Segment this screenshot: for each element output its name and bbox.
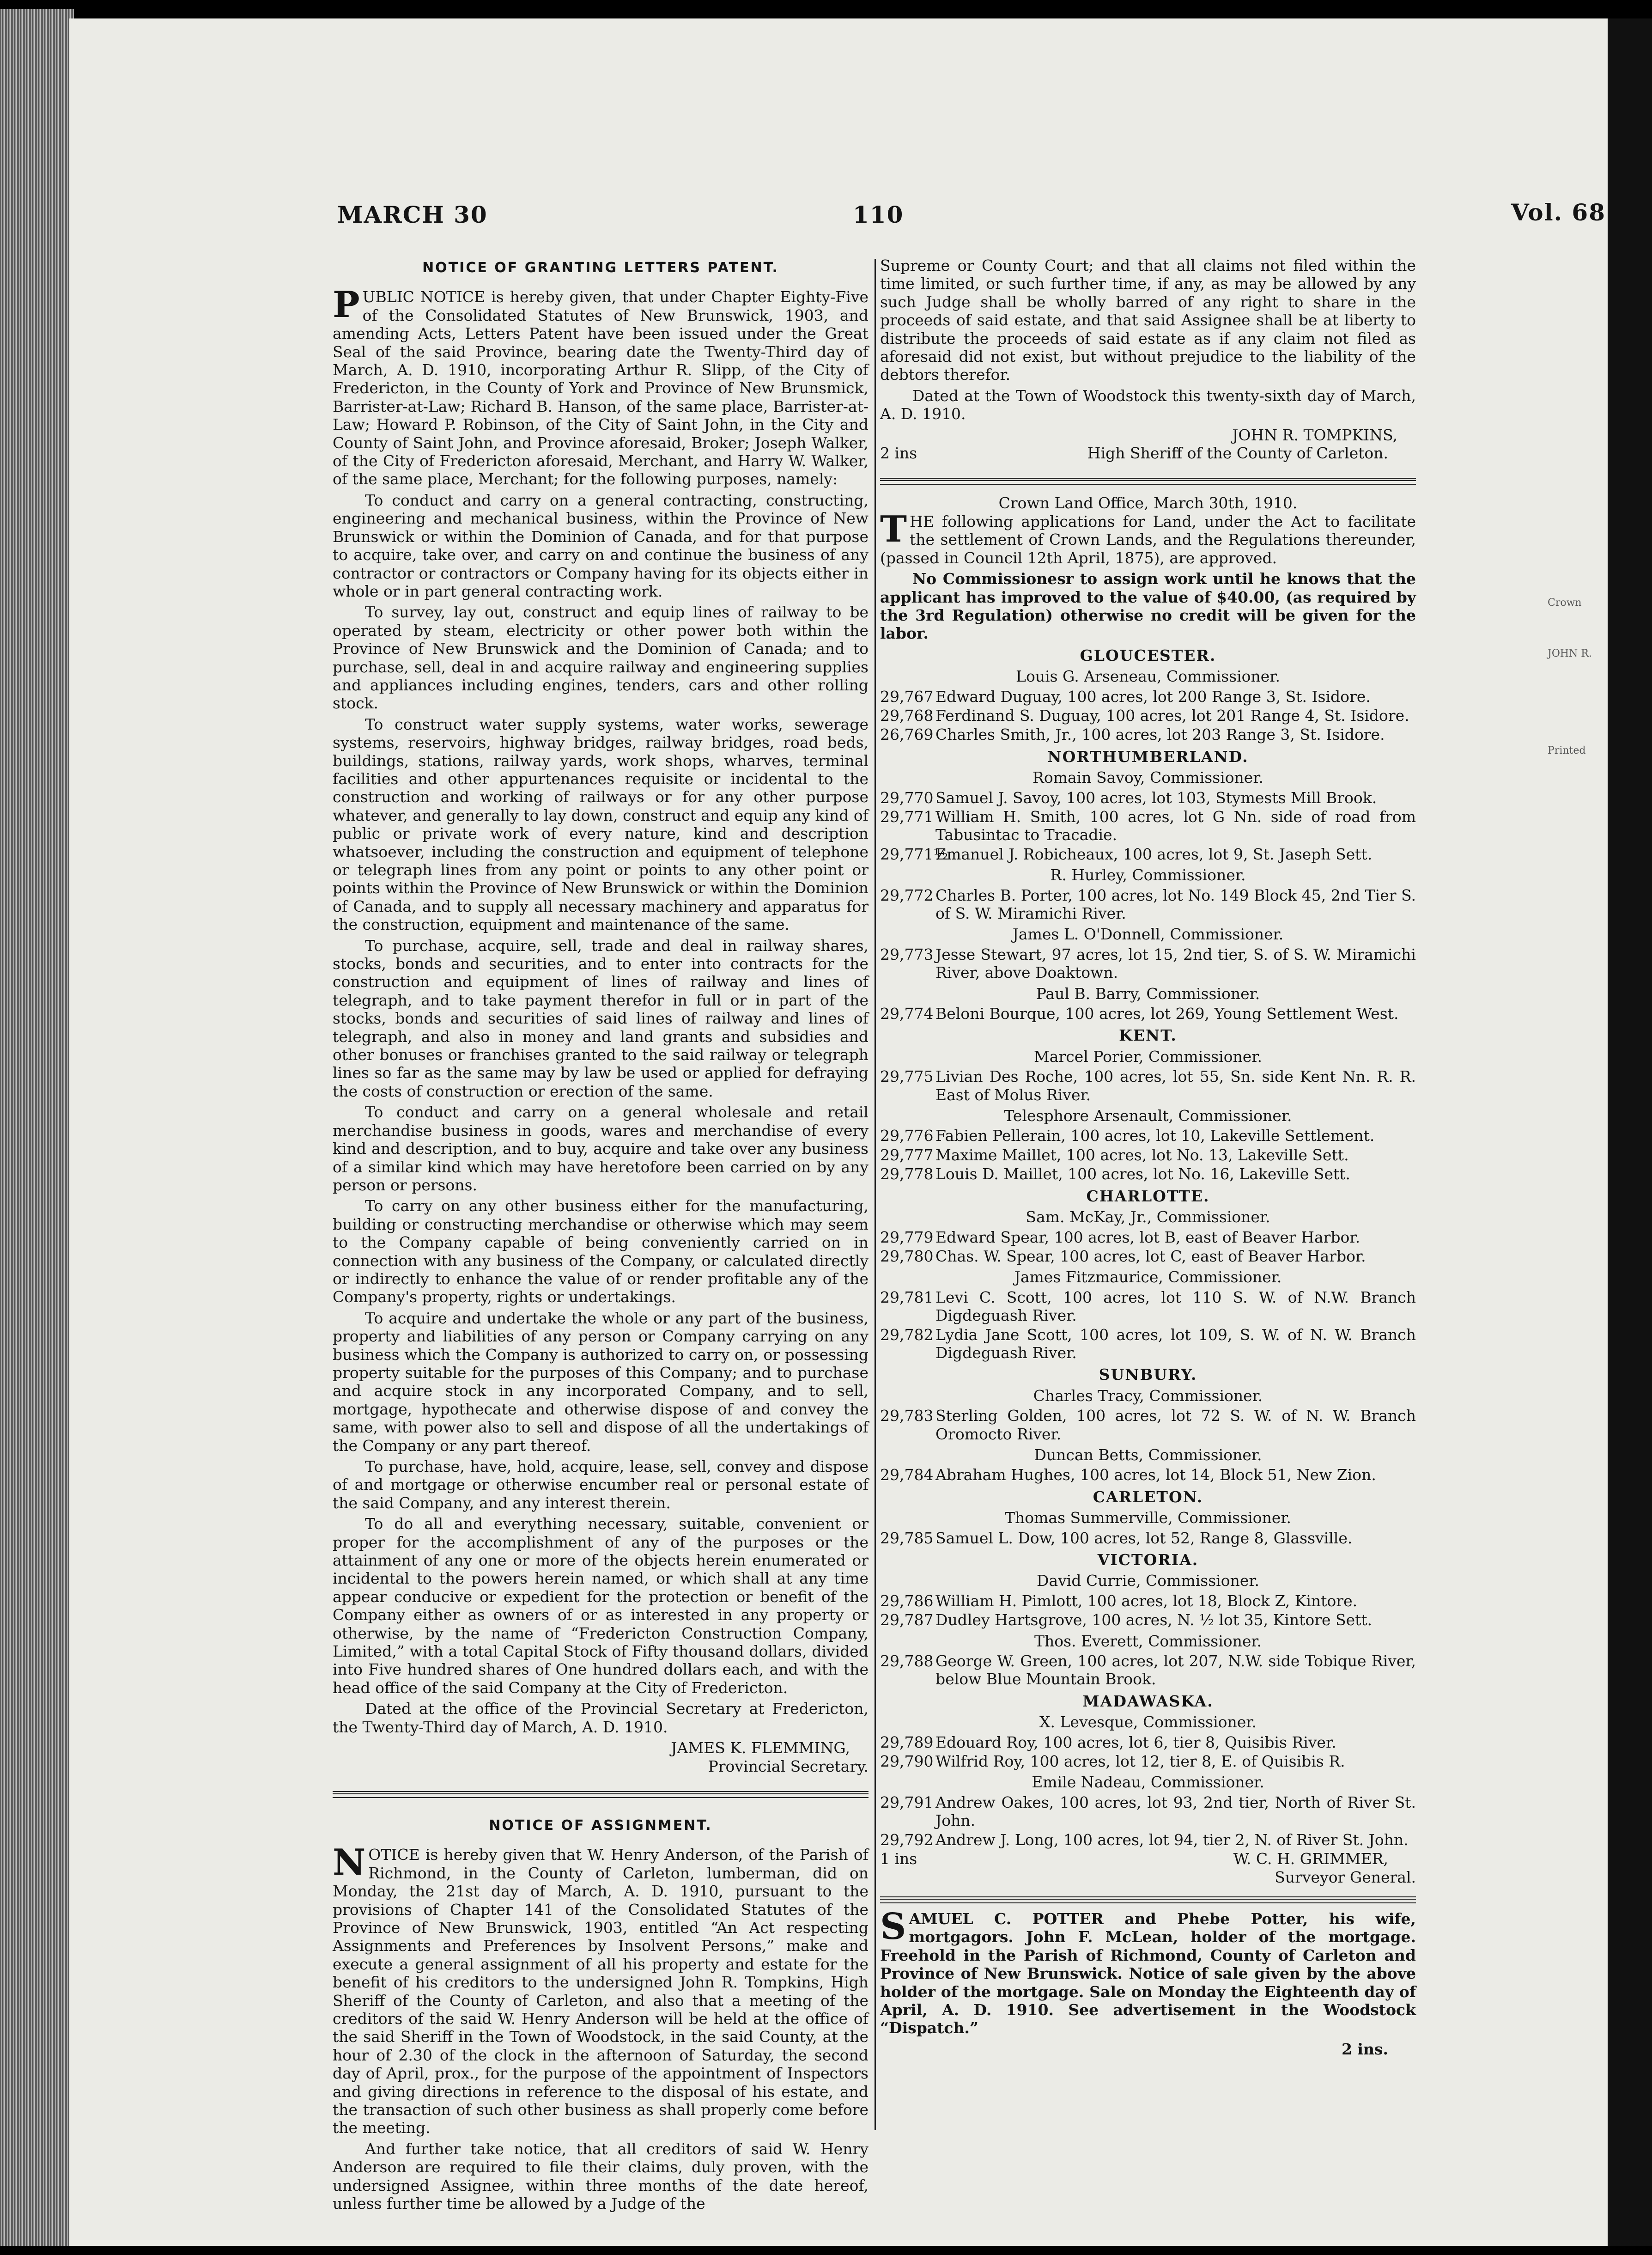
purpose-paragraph: To construct water supply systems, water works, sewerage systems, reservoirs, highway bridges, railway bridges, road beds, buildings, stations, railway yards, work shops, wharves, terminal facilities and other appurtenances requisite or incidental to the construction and working of railways or for any other purpose whatever, and generally to lay down, construct and equip any kind of public or private work of every nature, kind and description whatsoever, including the construction and equipment of telephone or telegraph lines from any point or points to any other point or points within the Province of New Brunswick or within the Dominion of Canada, and to supply all necessary machinery and apparatus for the construction, equipment and maintenance of the same. bbox=[333, 715, 869, 934]
entry-text: Lydia Jane Scott, 100 acres, lot 109, S. W. of N. W. Branch Digdeguash River. bbox=[935, 1325, 1416, 1362]
land-entry bbox=[880, 845, 1416, 863]
entry-number: 29,767 bbox=[880, 687, 934, 706]
land-entry bbox=[880, 1146, 1416, 1164]
entry-number: 29,791 bbox=[880, 1793, 934, 1811]
entry-text: William H. Smith, 100 acres, lot G Nn. side of road from Tabusintac to Tracadie. bbox=[935, 807, 1416, 844]
land-entry bbox=[880, 1407, 1416, 1443]
land-entry bbox=[880, 1652, 1416, 1688]
land-entry bbox=[880, 1228, 1416, 1246]
crown-office-date: Crown Land Office, March 30th, 1910. bbox=[998, 494, 1298, 512]
commissioner: X. Levesque, Commissioner. bbox=[1039, 1713, 1257, 1731]
entry-number: 29,789 bbox=[880, 1733, 934, 1751]
commissioner: James L. O'Donnell, Commissioner. bbox=[1012, 925, 1284, 944]
entry-text: Livian Des Roche, 100 acres, lot 55, Sn. side Kent Nn. R. R. East of Molus River. bbox=[935, 1067, 1416, 1104]
entry-text: Samuel L. Dow, 100 acres, lot 52, Range 8, Glassville. bbox=[935, 1529, 1353, 1547]
land-entry bbox=[880, 725, 1416, 744]
entry-number: 29,773 bbox=[880, 945, 934, 963]
entry-number: 29,775 bbox=[880, 1067, 934, 1086]
purpose-paragraph: To purchase, have, hold, acquire, lease, sell, convey and dispose of and mortgage or otherwise encumber real or personal estate of the said Company, and any interest therein. bbox=[333, 1457, 869, 1512]
land-entry bbox=[880, 707, 1416, 725]
entry-text: George W. Green, 100 acres, lot 207, N.W. side Tobique River, below Blue Mountain Brook. bbox=[935, 1652, 1416, 1688]
land-entry bbox=[880, 1793, 1416, 1830]
land-entry bbox=[880, 1466, 1416, 1484]
scan-margin bbox=[1608, 18, 1652, 2246]
fragment: Crown bbox=[1548, 597, 1582, 609]
patent-intro bbox=[333, 284, 869, 488]
entry-text: Jesse Stewart, 97 acres, lot 15, 2nd tier, S. of S. W. Miramichi River, above Doaktown. bbox=[935, 945, 1416, 982]
paragraph-text: HE following applications for Land, under the Act to facilitate the settlement of Crown Lands, and the Regulations thereunder, (passed in Council 12th April, 1875), are approved. bbox=[880, 512, 1416, 567]
assignment-title: NOTICE OF ASSIGNMENT. bbox=[489, 1817, 712, 1834]
land-entry bbox=[880, 1592, 1416, 1610]
county-heading: NORTHUMBERLAND. bbox=[1047, 747, 1249, 766]
entry-number: 29,786 bbox=[880, 1591, 934, 1610]
entry-text: Edward Duguay, 100 acres, lot 200 Range 3, St. Isidore. bbox=[935, 687, 1371, 706]
county-heading: CARLETON. bbox=[1093, 1487, 1203, 1506]
purpose-paragraph: To acquire and undertake the whole or any part of the business, property and liabilities of any person or Company carrying on any business which the Company is authorized to carry on, or possessing property suitable for the purposes of this Company; and to purchase and acquire stock in any incorporated Company, and to sell, mortgage, hypothecate and otherwise dispose of and convey the same, with power also to sell and dispose of all the undertakings of the Company or any part thereof. bbox=[333, 1309, 869, 1455]
purpose-paragraph: To conduct and carry on a general wholesale and retail merchandise business in goods, wares and merchandise of every kind and description, and to buy, acquire and take over any business of a similar kind which may have heretofore been carried on by any person or persons. bbox=[333, 1103, 869, 1194]
bleed-through-fragments bbox=[1548, 596, 1592, 758]
entry-text: William H. Pimlott, 100 acres, lot 18, Block Z, Kintore. bbox=[935, 1591, 1358, 1610]
entry-number: 29,784 bbox=[880, 1466, 934, 1484]
page-header bbox=[268, 171, 1606, 228]
land-entry bbox=[880, 1247, 1416, 1265]
entry-number: 29,785 bbox=[880, 1529, 934, 1547]
fragment: Printed bbox=[1548, 745, 1586, 756]
commissioner: Emile Nadeau, Commissioner. bbox=[1032, 1773, 1264, 1792]
entry-text: Sterling Golden, 100 acres, lot 72 S. W. of N. W. Branch Oromocto River. bbox=[935, 1407, 1416, 1443]
entry-number: 29,768 bbox=[880, 706, 934, 725]
land-entry bbox=[880, 1611, 1416, 1629]
paragraph-text: OTICE is hereby given that W. Henry Anderson, of the Parish of Richmond, in the County of Carleton, lumberman, did on Monday, the 21st day of March, A. D. 1910, pursuant to the provisions of Chapter 141 of the Consolidated Statutes of the Province of New Brunswick, 1903, entitled “An Act respecting Assignments and Preferences by Insolvent Persons,” make and execute a general assignment of all his property and estate for the benefit of his creditors to the undersigned John R. Tompkins, High Sheriff of the County of Carleton, and also that a meeting of the creditors of the said W. Henry Anderson will be held at the office of the said Sheriff in the Town of Woodstock, in the said County, at the hour of 2.30 of the clock in the afternoon of Saturday, the second day of April, prox., for the purpose of the appointment of Inspectors and giving directions in reference to the disposal of his estate, and the transaction of such other business as shall properly come before the meeting. bbox=[333, 1846, 869, 2137]
sheriff-name: JOHN R. TOMPKINS, bbox=[1232, 426, 1397, 444]
assignment-dated: Dated at the Town of Woodstock this twenty-sixth day of March, A. D. 1910. bbox=[880, 386, 1416, 423]
issue-date: MARCH 30 bbox=[337, 201, 488, 228]
commissioner: Louis G. Arseneau, Commissioner. bbox=[1016, 667, 1280, 686]
county-heading: KENT. bbox=[1119, 1026, 1177, 1045]
section-rule bbox=[333, 1791, 869, 1798]
entry-text: Fabien Pellerain, 100 acres, lot 10, Lakeville Settlement. bbox=[935, 1127, 1375, 1145]
commissioner: Charles Tracy, Commissioner. bbox=[1033, 1386, 1263, 1405]
book-page-edges bbox=[0, 9, 74, 2246]
mortgage-notice bbox=[880, 1905, 1416, 2037]
entry-number: 29,778 bbox=[880, 1165, 934, 1183]
volume-number: Vol. 68 bbox=[1511, 199, 1606, 226]
commissioner: Sam. McKay, Jr., Commissioner. bbox=[1026, 1208, 1270, 1226]
land-entry bbox=[880, 1005, 1416, 1023]
commissioner: Marcel Porier, Commissioner. bbox=[1034, 1047, 1262, 1066]
entry-number: 29,787 bbox=[880, 1611, 934, 1629]
insertion-count: 2 ins. bbox=[1341, 2040, 1388, 2058]
commissioner: Telesphore Arsenault, Commissioner. bbox=[1004, 1107, 1292, 1125]
entry-text: Ferdinand S. Duguay, 100 acres, lot 201 Range 4, St. Isidore. bbox=[935, 706, 1409, 725]
entry-text: Emanuel J. Robicheaux, 100 acres, lot 9, St. Jaseph Sett. bbox=[935, 845, 1373, 863]
land-entry bbox=[880, 886, 1416, 923]
surveyor-line bbox=[880, 1850, 1416, 1868]
commissioner: Paul B. Barry, Commissioner. bbox=[1036, 984, 1260, 1003]
fragment: JOHN R. bbox=[1548, 648, 1592, 659]
entry-text: Abraham Hughes, 100 acres, lot 14, Block 51, New Zion. bbox=[935, 1466, 1376, 1484]
entry-text: Wilfrid Roy, 100 acres, lot 12, tier 8, E. of Quisibis R. bbox=[935, 1752, 1345, 1771]
signer-name: JAMES K. FLEMMING, bbox=[671, 1739, 850, 1757]
entry-number: 26,769 bbox=[880, 725, 934, 744]
commissioner: Duncan Betts, Commissioner. bbox=[1034, 1445, 1262, 1464]
dated-line: Dated at the office of the Provincial Secretary at Fredericton, the Twenty-Third day of March, A. D. 1910. bbox=[333, 1700, 869, 1736]
entry-number: 29,780 bbox=[880, 1247, 934, 1265]
entry-text: Edouard Roy, 100 acres, lot 6, tier 8, Quisibis River. bbox=[935, 1733, 1336, 1751]
land-entry bbox=[880, 1288, 1416, 1325]
county-heading: GLOUCESTER. bbox=[1080, 646, 1216, 664]
land-entry bbox=[880, 688, 1416, 706]
entry-text: Maxime Maillet, 100 acres, lot No. 13, Lakeville Sett. bbox=[935, 1146, 1349, 1164]
entry-text: Louis D. Maillet, 100 acres, lot No. 16, Lakeville Sett. bbox=[935, 1165, 1350, 1183]
purpose-paragraph: To do all and everything necessary, suitable, convenient or proper for the accomplishment of any of the purposes or the attainment of any one or more of the objects herein enumerated or incidental to the powers herein named, or which shall at any time appear conducive or expedient for the protection or benefit of the Company either as owners of or as interested in any property or otherwise, by the name of “Fredericton Construction Company, Limited,” with a total Capital Stock of Fifty thousand dollars, divided into Five hundred shares of One hundred dollars each, and with the head office of the said Company at the City of Fredericton. bbox=[333, 1515, 869, 1697]
entry-number: 29,771½ bbox=[880, 845, 948, 863]
entry-text: Dudley Hartsgrove, 100 acres, N. ½ lot 35, Kintore Sett. bbox=[935, 1611, 1373, 1629]
purpose-paragraph: To conduct and carry on a general contracting, constructing, engineering and mechanical business, within the Province of New Brunswick or within the Dominion of Canada, and for that purpose to acquire, take over, and carry on and continue the business of any contractor or contractors or Company having for its objects either in whole or in part general contracting work. bbox=[333, 491, 869, 600]
entry-number: 29,788 bbox=[880, 1652, 934, 1670]
section-rule bbox=[880, 478, 1416, 485]
commissioner: Thomas Summerville, Commissioner. bbox=[1004, 1509, 1292, 1527]
column-divider bbox=[875, 259, 876, 2130]
assignment-paragraph: And further take notice, that all creditors of said W. Henry Anderson are required to file their claims, duly proven, with the undersigned Assignee, within three months of the date hereof, unless further time be allowed by a Judge of the bbox=[333, 2139, 869, 2213]
land-entry bbox=[880, 1752, 1416, 1770]
insertion-count: 1 ins bbox=[880, 1850, 917, 1868]
surveyor-name: W. C. H. GRIMMER, bbox=[1233, 1850, 1388, 1868]
entry-number: 29,770 bbox=[880, 788, 934, 807]
entry-number: 29,781 bbox=[880, 1288, 934, 1306]
entry-number: 29,792 bbox=[880, 1830, 934, 1849]
land-entry bbox=[880, 808, 1416, 844]
entry-text: Andrew J. Long, 100 acres, lot 94, tier 2, N. of River St. John. bbox=[935, 1830, 1409, 1849]
entry-text: Charles Smith, Jr., 100 acres, lot 203 Range 3, St. Isidore. bbox=[935, 725, 1385, 744]
land-entry bbox=[880, 945, 1416, 982]
land-entry bbox=[880, 1529, 1416, 1547]
entry-text: Edward Spear, 100 acres, lot B, east of Beaver Harbor. bbox=[935, 1228, 1360, 1246]
insertion-count: 2 ins bbox=[880, 444, 917, 463]
commissioner: David Currie, Commissioner. bbox=[1036, 1572, 1260, 1590]
entry-text: Samuel J. Savoy, 100 acres, lot 103, Stymests Mill Brook. bbox=[935, 788, 1377, 807]
crown-notice: No Commissionesr to assign work until he knows that the applicant has improved to the value of $40.00, (as required by the 3rd Regulation) otherwise no credit will be given for the labor. bbox=[880, 570, 1416, 643]
entry-number: 29,777 bbox=[880, 1146, 934, 1164]
page-number: 110 bbox=[853, 201, 904, 228]
commissioner: Thos. Everett, Commissioner. bbox=[1034, 1632, 1262, 1650]
county-heading: MADAWASKA. bbox=[1082, 1692, 1214, 1710]
dropcap: P bbox=[333, 284, 360, 326]
left-column bbox=[333, 259, 869, 2213]
land-entry bbox=[880, 1067, 1416, 1104]
entry-number: 29,771 bbox=[880, 807, 934, 826]
sheriff-line bbox=[880, 444, 1416, 462]
dropcap: N bbox=[333, 1841, 366, 1884]
land-entry bbox=[880, 1733, 1416, 1751]
entry-text: Levi C. Scott, 100 acres, lot 110 S. W. of N.W. Branch Digdeguash River. bbox=[935, 1288, 1416, 1325]
commissioner: R. Hurley, Commissioner. bbox=[1050, 866, 1246, 884]
entry-number: 29,782 bbox=[880, 1325, 934, 1344]
purpose-paragraph: To survey, lay out, construct and equip lines of railway to be operated by steam, electricity or other power both within the Province of New Brunswick and the Dominion of Canada; and to purchase, sell, deal in and acquire railway and engineering supplies and appliances including engines, tenders, cars and other rolling stock. bbox=[333, 603, 869, 713]
commissioner: Romain Savoy, Commissioner. bbox=[1032, 768, 1263, 787]
county-heading: VICTORIA. bbox=[1097, 1551, 1199, 1569]
entry-text: Charles B. Porter, 100 acres, lot No. 149 Block 45, 2nd Tier S. of S. W. Miramichi River. bbox=[935, 886, 1416, 922]
purpose-paragraph: To purchase, acquire, sell, trade and deal in railway shares, stocks, bonds and securities, and to enter into contracts for the construction and equipment of lines of railway and lines of telegraph, and to take payment therefor in full or in part of the stocks, bonds and securities of said lines of railway and lines of telegraph, and also in money and land grants and subsidies and other bonuses or franchises granted to the said railway or telegraph lines so far as the same may by law be used or applied for defraying the costs of construction or erection of the same. bbox=[333, 936, 869, 1100]
entry-number: 29,790 bbox=[880, 1752, 934, 1771]
land-entry bbox=[880, 1326, 1416, 1362]
land-entry bbox=[880, 1127, 1416, 1145]
commissioner: James Fitzmaurice, Commissioner. bbox=[1014, 1268, 1282, 1286]
land-entry bbox=[880, 1831, 1416, 1849]
purpose-paragraph: To carry on any other business either for the manufacturing, building or constructing merchandise or otherwise which may seem to the Company capable of being conveniently carried on in connection with any business of the Company, or calculated directly or indirectly to enhance the value of or render profitable any of the Company's property, rights or undertakings. bbox=[333, 1197, 869, 1306]
entry-number: 29,774 bbox=[880, 1005, 934, 1023]
paragraph-text: UBLIC NOTICE is hereby given, that under Chapter Eighty-Five of the Consolidated Statutes of New Brunswick, 1903, and amending Acts, Letters Patent have been issued under the Great Seal of the said Province, bearing date the Twenty-Third day of March, A. D. 1910, incorporating Arthur R. Slipp, of the City of Fredericton, in the County of York and Province of New Brunsmick, Barrister-at-Law; Richard B. Hanson, of the same place, Barrister-at-Law; Howard P. Robinson, of the City of Saint John, in the City and County of Saint John, and Province aforesaid, Broker; Joseph Walker, of the City of Fredericton aforesaid, Merchant, and Harry W. Walker, of the same place, Merchant; for the following purposes, namely: bbox=[333, 288, 869, 488]
right-column bbox=[880, 256, 1416, 2174]
entry-number: 29,772 bbox=[880, 886, 934, 904]
entry-number: 29,776 bbox=[880, 1127, 934, 1145]
patent-title: NOTICE OF GRANTING LETTERS PATENT. bbox=[422, 260, 779, 276]
entry-number: 29,779 bbox=[880, 1228, 934, 1246]
entry-number: 29,783 bbox=[880, 1407, 934, 1425]
crown-intro bbox=[880, 508, 1416, 567]
entry-text: Beloni Bourque, 100 acres, lot 269, Young Settlement West. bbox=[935, 1005, 1399, 1023]
dropcap: T bbox=[880, 508, 907, 550]
entry-text: Andrew Oakes, 100 acres, lot 93, 2nd tier, North of River St. John. bbox=[935, 1793, 1416, 1830]
assignment-paragraph bbox=[333, 1841, 869, 2137]
signer-title: Provincial Secretary. bbox=[708, 1757, 869, 1775]
paragraph-text: AMUEL C. POTTER and Phebe Potter, his wife, mortgagors. John F. McLean, holder of the mortgage. Freehold in the Parish of Richmond, County of Carleton and Province of New Brunswick. Notice of sale given by the above holder of the mortgage. Sale on Monday the Eighteenth day of April, A. D. 1910. See advertisement in the Woodstock “Dispatch.” bbox=[880, 1909, 1416, 2037]
land-entry bbox=[880, 789, 1416, 807]
section-rule bbox=[880, 1896, 1416, 1903]
assignment-continued: Supreme or County Court; and that all claims not filed within the time limited, or such further time, if any, as may be allowed by any such Judge shall be wholly barred of any right to share in the proceeds of said estate, and that said Assignee shall be at liberty to distribute the proceeds of said estate as if any claim not filed as aforesaid did not exist, but without prejudice to the liability of the debtors therefor. bbox=[880, 256, 1416, 384]
county-heading: CHARLOTTE. bbox=[1086, 1187, 1210, 1205]
surveyor-title: Surveyor General. bbox=[1275, 1868, 1416, 1886]
entry-text: Chas. W. Spear, 100 acres, lot C, east of Beaver Harbor. bbox=[935, 1247, 1366, 1265]
dropcap: S bbox=[880, 1905, 906, 1948]
sheriff-title: High Sheriff of the County of Carleton. bbox=[1087, 444, 1388, 463]
county-heading: SUNBURY. bbox=[1099, 1365, 1197, 1384]
land-entry bbox=[880, 1165, 1416, 1183]
